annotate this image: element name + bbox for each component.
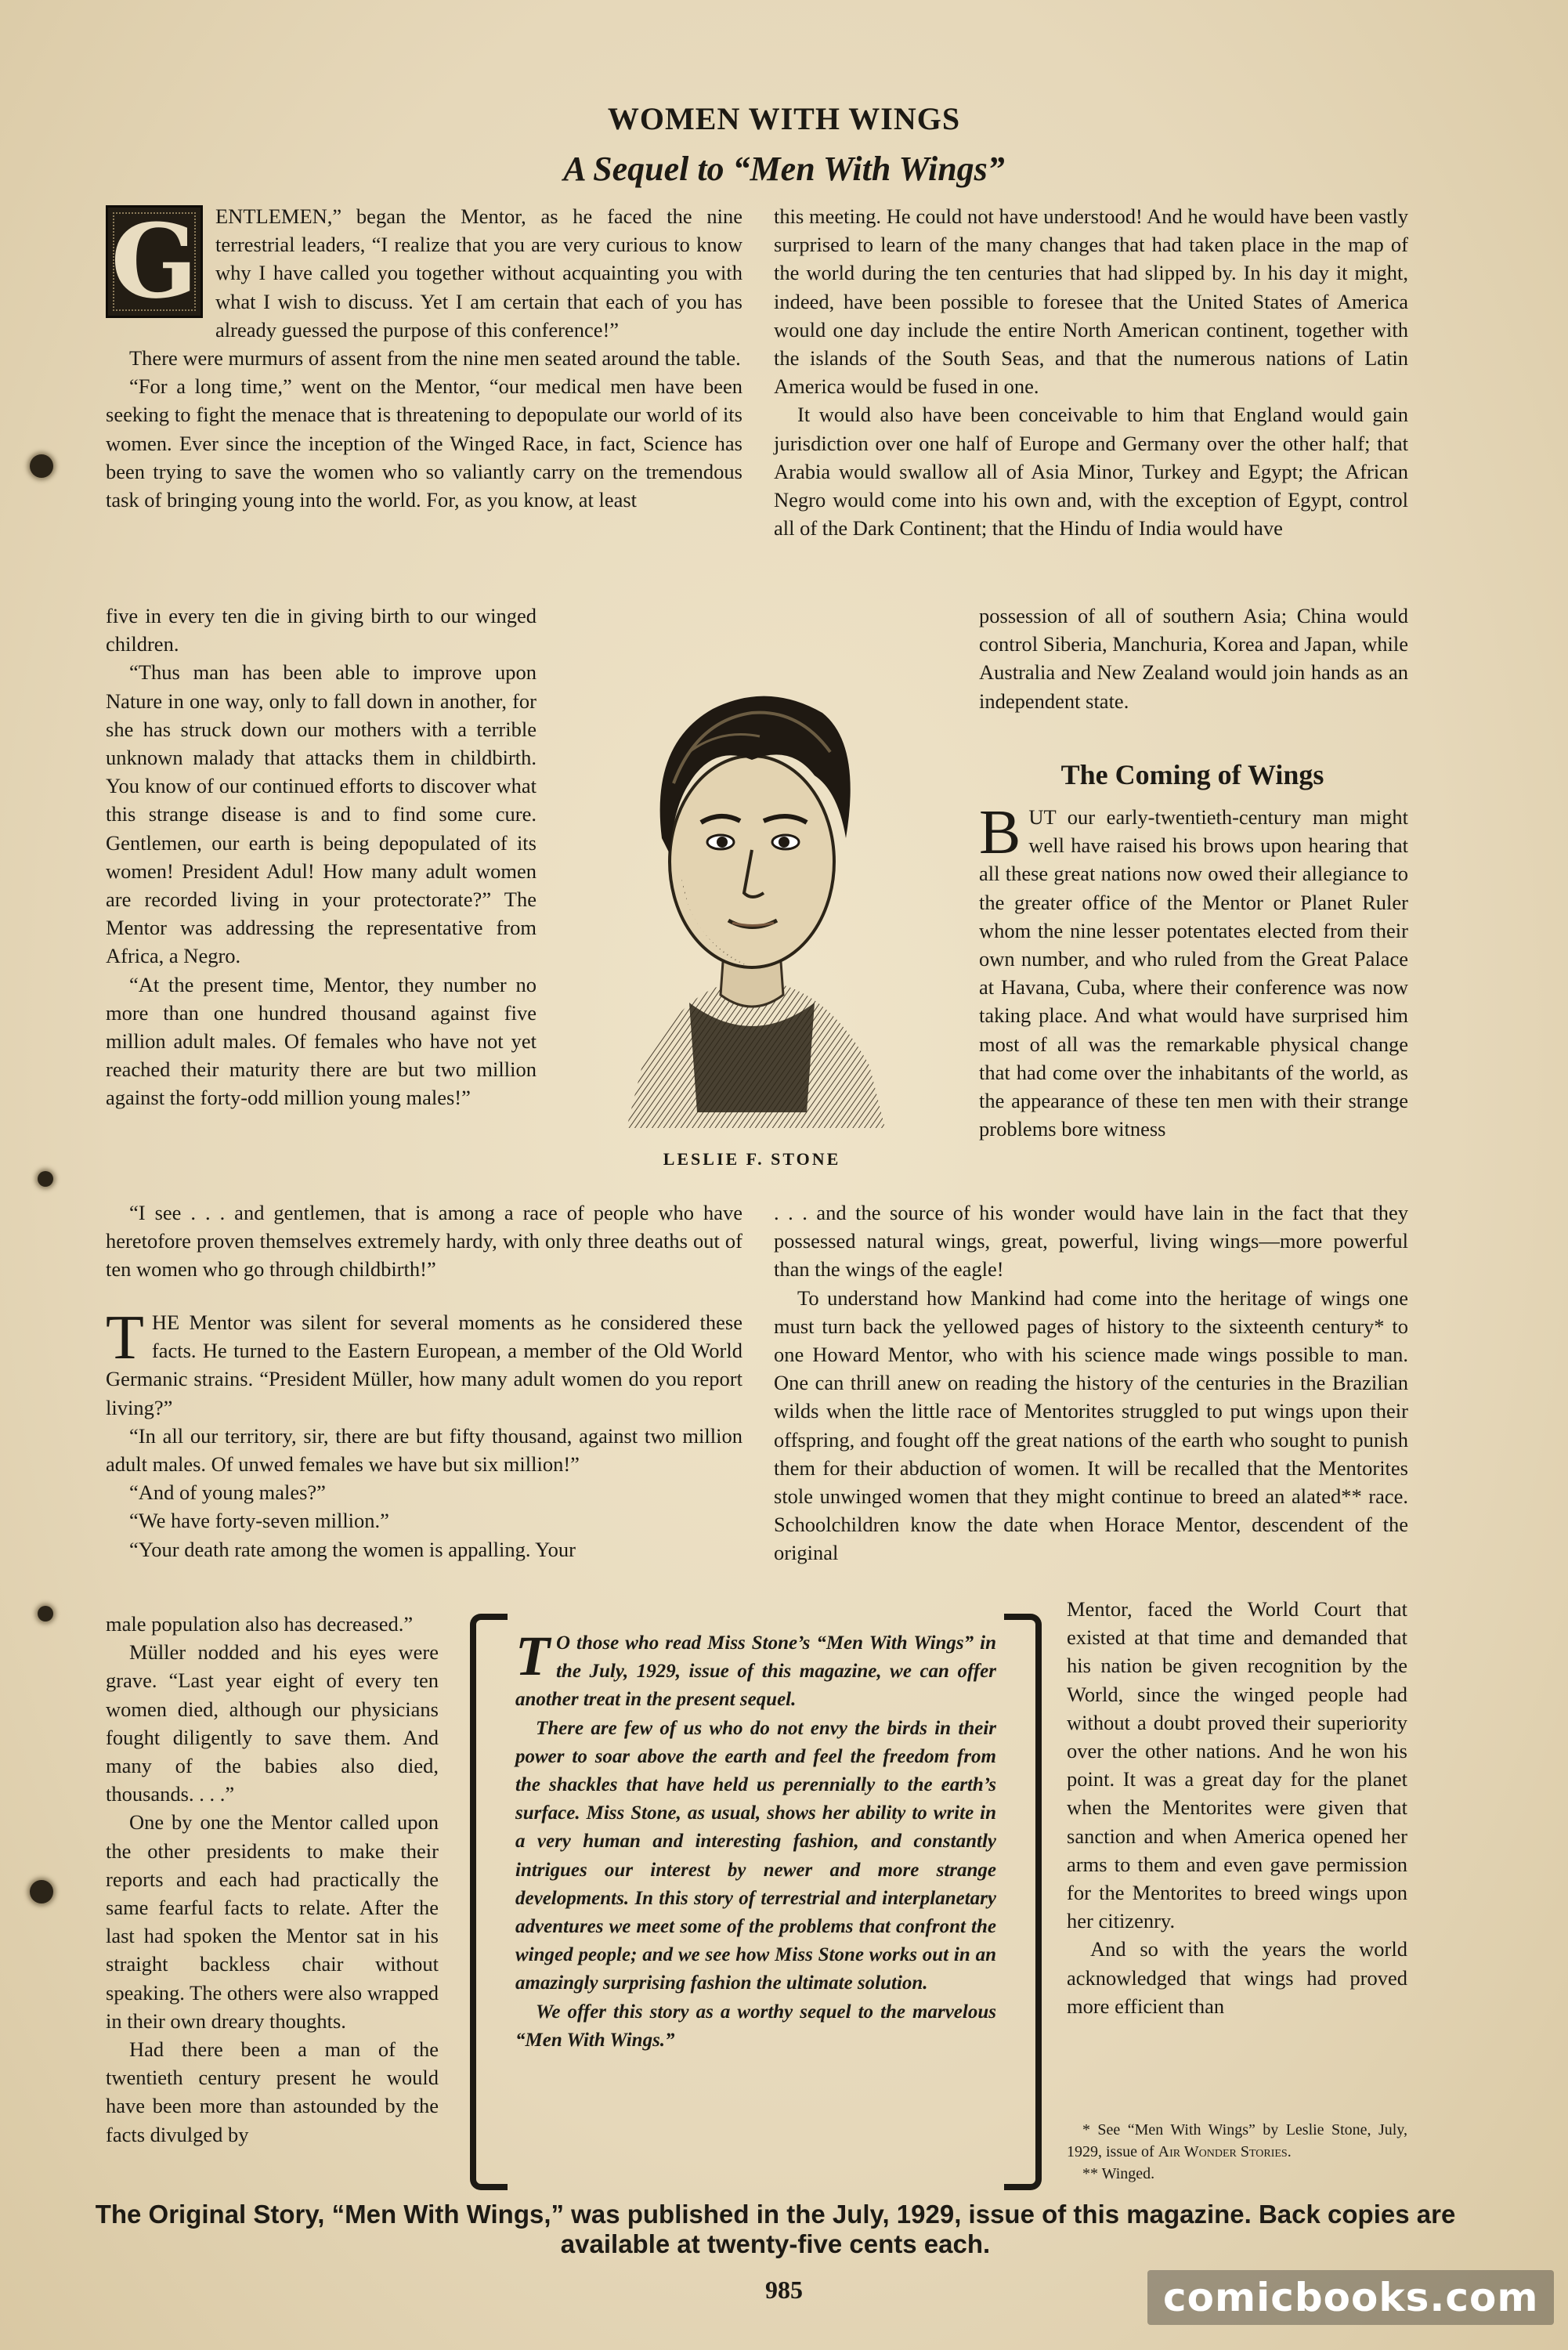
- paragraph: “In all our territory, sir, there are but fifty thousand, against two million adult males. Of unwed females we have but six million!”: [106, 1423, 742, 1477]
- site-watermark: comicbooks.com: [1147, 2270, 1554, 2325]
- paragraph: “For a long time,” went on the Mentor, “our medical men have been seeking to fight the menace that is threatening to depopulate our world of its women. Ever since the inception of the Winged Race, in fact, Science has been trying to save the women who so valiantly carry on the tremendous task of bringing young into the world. For, as you know, at least: [106, 374, 742, 512]
- paragraph: ENTLEMEN,” began the Mentor, as he faced the nine terrestrial leaders, “I realize that you are very curious to know why I have called you together without acquainting you with what I wish to discuss. Yet I am certain that each of you has already guessed the purpose of this conference!”: [215, 204, 742, 342]
- left-column-section-two: [106, 1303, 742, 1564]
- left-column-beside-portrait: [106, 602, 537, 1112]
- paragraph: possession of all of southern Asia; China would control Siberia, Manchuria, Korea and Japan, while Australia and New Zealand would join hands as an independent state.: [979, 604, 1408, 713]
- left-column-top: [106, 202, 742, 514]
- paragraph: five in every ten die in giving birth to our winged children.: [106, 604, 537, 656]
- paragraph: HE Mentor was silent for several moments as he considered these facts. He turned to the Eastern European, a member of the Old World Germanic strains. “President Müller, how many adult women do you report living?”: [106, 1311, 742, 1419]
- paragraph: “Your death rate among the women is appalling. Your: [129, 1537, 576, 1561]
- drop-cap: T: [515, 1625, 550, 1687]
- binding-hole: [38, 1606, 53, 1622]
- magazine-name: Air Wonder Stories: [1158, 2143, 1288, 2160]
- footnote: ** Winged.: [1082, 2165, 1155, 2182]
- portrait-caption: LESLIE F. STONE: [663, 1149, 841, 1169]
- ornamental-drop-cap: G: [106, 205, 203, 318]
- drop-cap: B: [979, 798, 1021, 867]
- paragraph: male population also has decreased.”: [106, 1612, 414, 1636]
- binding-hole: [30, 1880, 53, 1904]
- paragraph: Müller nodded and his eyes were grave. “Last year eight of every ten women died, although our physicians fought diligently to save them. And many of the babies also died, thousands. . . .”: [106, 1640, 439, 1806]
- paragraph: . . . and the source of his wonder would have lain in the fact that they possessed natural wings, great, powerful, living wings—more powerful than the wings of the eagle!: [774, 1201, 1408, 1282]
- paragraph: There are few of us who do not envy the birds in their power to soar above the earth and feel the freedom from the shackles that have held us perennially to the earth’s surface. Miss Stone, as usual, shows her ability to write in a very human and interesting fashion, and constantly intrigues our interest by newer and more strange developments. In this story of terrestrial and interplanetary adventures we meet some of the problems that confront the winged people; and we see how Miss Stone works out in an amazingly surprising fashion the ultimate solution.: [515, 1717, 996, 1994]
- bracket-left: [470, 1614, 508, 2190]
- back-issue-notice: The Original Story, “Men With Wings,” was published in the July, 1929, issue of this magazine. Back copies are available at twenty-five cents each.: [95, 2200, 1456, 2258]
- paragraph: To understand how Mankind had come into the heritage of wings one must turn back the yellowed pages of history to the sixteenth century* to one Howard Mentor, who with his science made wings possible to man. One can thrill anew on reading the history of the centuries in the Brazilian wilds when the little race of Mentorites struggled to put wings upon their offspring, and fought off the great nations of the earth who sought to punish them for their abduction of women. It will be recalled that the Mentorites stole unwinged women that they might continue to breed an alated** race. Schoolchildren know the date when Horace Mentor, descendent of the original: [774, 1285, 1408, 1565]
- right-column-bottom: [1067, 1595, 1407, 2020]
- footnotes: [1067, 2119, 1407, 2185]
- binding-hole: [30, 454, 53, 478]
- paragraph: “We have forty-seven million.”: [129, 1509, 389, 1533]
- right-column-middle: [774, 1198, 1408, 1567]
- paragraph: There were murmurs of assent from the nine men seated around the table.: [129, 346, 741, 371]
- right-column-beside-portrait: [979, 602, 1408, 715]
- paragraph: UT our early-twentieth-century man might well have raised his brows upon hearing that all these great nations now owed their allegiance to the greater office of the Mentor or Planet Ruler whom the nine lesser potentates elected from their own number, and who ruled from the Great Palace at Havana, Cuba, where their conference was now taking place. And what would have surprised him most of all was the remarkable physical change that had come over the inhabitants of the world, as the appearance of these ten men with their strange problems bore witness: [979, 805, 1408, 1141]
- paragraph: “Thus man has been able to improve upon Nature in one way, only to fall down in another, for she has struck down our mothers with a terrible unknown malady that attacks them in childbirth. You know of our continued efforts to discover what this strange disease is and to find some cure. Gentlemen, our earth is being depopulated of its women! President Adul! How many adult women are recorded living in your protectorate?” The Mentor was addressing the representative from Africa, a Negro.: [106, 660, 537, 968]
- paragraph: One by one the Mentor called upon the other presidents to make their reports and each had practically the same fearful facts to relate. After the last had spoken the Mentor sat in his straight backless chair without speaking. The others were also wrapped in their own dreary thoughts.: [106, 1810, 439, 2033]
- footnote-end: .: [1287, 2143, 1292, 2160]
- paragraph: Mentor, faced the World Court that existed at that time and demanded that his nation be given recognition by the World, since the winged people had without a doubt proved their superiority over the other nations. And he won his point. It was a great day for the planet when the Mentorites were given that sanction and when America opened her arms to them and even gave permission for the Mentorites to breed wings upon her citizenry.: [1067, 1597, 1407, 1933]
- right-column-top: [774, 202, 1408, 542]
- left-column-below-portrait: [106, 1198, 742, 1284]
- story-subtitle: A Sequel to “Men With Wings”: [563, 150, 1005, 188]
- editor-note-box: [470, 1614, 1042, 2178]
- paragraph: this meeting. He could not have understood! And he would have been vastly surprised to learn of the many changes that had taken place in the map of the world during the ten centuries that had slipped by. In his day it might, indeed, have been possible to foresee that the United States of America would one day include the entire North American continent, together with the islands of the South Seas, and that the numerous nations of Latin America would be fused in one.: [774, 204, 1408, 399]
- left-column-bottom: [106, 1610, 439, 2149]
- section-heading: The Coming of Wings: [1060, 759, 1324, 790]
- paragraph: “I see . . . and gentlemen, that is among a race of people who have heretofore proven themselves extremely hardy, with only three deaths out of ten women who go through childbirth!”: [106, 1201, 742, 1282]
- binding-hole: [38, 1171, 53, 1187]
- story-title: WOMEN WITH WINGS: [607, 101, 961, 136]
- paragraph: O those who read Miss Stone’s “Men With Wings” in the July, 1929, issue of this magazine, we can offer another treat in the present sequel.: [515, 1632, 996, 1711]
- paragraph: And so with the years the world acknowledged that wings had proved more efficient than: [1067, 1937, 1407, 2018]
- paragraph: It would also have been conceivable to him that England would gain jurisdiction over one half of Europe and Germany over the other half; that Arabia would swallow all of Asia Minor, Turkey and Egypt; the African Negro would come into his own and, with the exception of Egypt, control all of the Dark Continent; that the Hindu of India would have: [774, 403, 1408, 540]
- paragraph: “At the present time, Mentor, they number no more than one hundred thousand against five million adult males. Of females who have not yet reached their maturity there are but two million against the forty-odd million young males!”: [106, 972, 537, 1110]
- bracket-right: [1004, 1614, 1042, 2190]
- paragraph: Had there been a man of the twentieth century present he would have been more than astounded by the facts divulged by: [106, 2037, 439, 2146]
- footnote-text: * See “Men With Wings” by Leslie Stone, July, 1929, issue of: [1067, 2121, 1407, 2160]
- right-column-section-two: [979, 798, 1408, 1143]
- author-portrait: [595, 627, 909, 1128]
- paragraph: We offer this story as a worthy sequel to the marvelous “Men With Wings.”: [515, 2001, 996, 2051]
- paragraph: “And of young males?”: [129, 1480, 326, 1505]
- drop-cap: T: [106, 1303, 144, 1372]
- footnote: [1067, 2119, 1407, 2163]
- editor-note-text: [515, 1625, 996, 2055]
- page-number: 985: [765, 2276, 803, 2304]
